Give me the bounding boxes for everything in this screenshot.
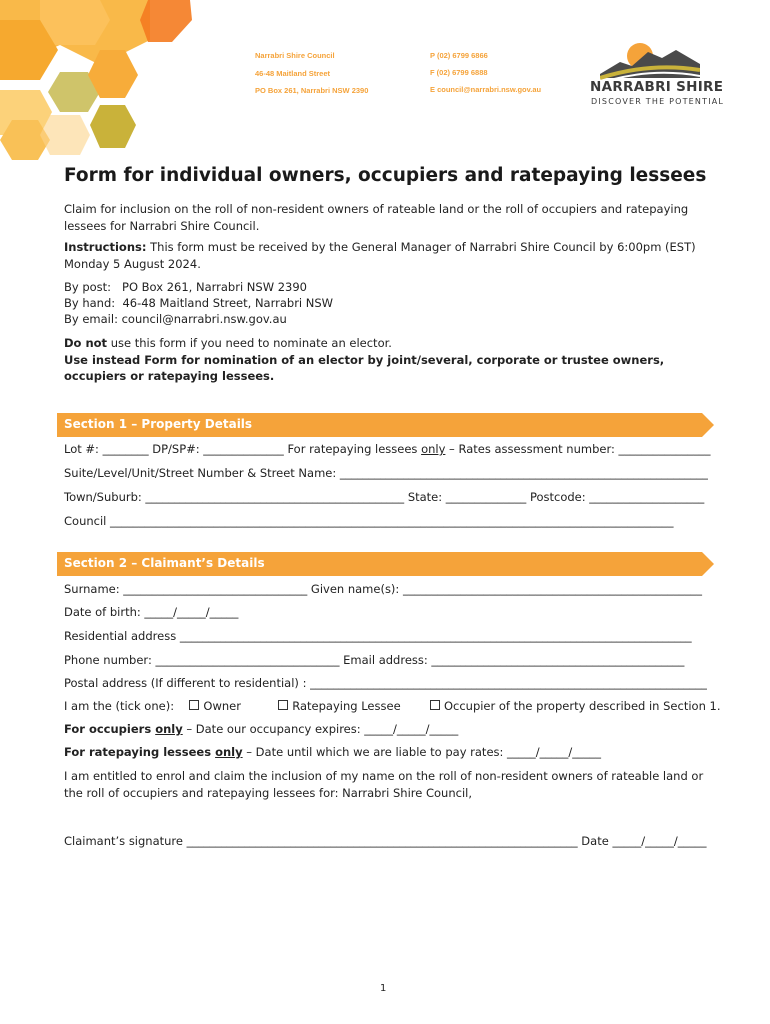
- logo-wordmark: NARRABRI SHIRE: [590, 79, 724, 95]
- lessee-checkbox[interactable]: [278, 700, 288, 710]
- date-of-birth-field[interactable]: Date of birth: _____/_____/_____: [64, 605, 239, 619]
- council-email: E council@narrabri.nsw.gov.au: [430, 85, 542, 94]
- owner-label: Owner: [203, 699, 241, 713]
- council-phone: P (02) 6799 6866: [430, 51, 488, 60]
- rates-number-text: – Rates assessment number: ________________: [445, 442, 711, 456]
- hexagon-decoration: [0, 0, 200, 160]
- occupiers-bold: For occupiers: [64, 722, 156, 736]
- owner-checkbox[interactable]: [189, 700, 199, 710]
- occupiers-rest: – Date our occupancy expires: _____/_____/_____: [182, 722, 459, 736]
- warning-rest: use this form if you need to nominate an elector.: [107, 336, 392, 350]
- warning-text: [64, 335, 714, 385]
- section2-title: Section 2 – Claimant’s Details: [64, 556, 265, 570]
- delivery-post: By post: PO Box 261, Narrabri NSW 2390: [64, 280, 307, 294]
- occupier-checkbox[interactable]: [430, 700, 440, 710]
- town-state-postcode-field[interactable]: Town/Suburb: _____________________________________________ State: ______________ Postcode: ____________________: [64, 490, 705, 504]
- delivery-hand: By hand: 46-48 Maitland Street, Narrabri NSW: [64, 296, 334, 310]
- intro-text: Claim for inclusion on the roll of non-resident owners of rateable land or the roll of occupiers and ratepaying lessees for Narrabri Shire Council.: [64, 202, 689, 233]
- signature-date-field[interactable]: Claimant’s signature ____________________________________________________________________ Date _____/_____/_____: [64, 834, 707, 848]
- lessees-rest: – Date until which we are liable to pay rates: _____/_____/_____: [242, 745, 602, 759]
- occupier-label: Occupier of the property described in Section 1.: [443, 699, 721, 713]
- lessees-bold: For ratepaying lessees: [64, 745, 216, 759]
- section2-header: [57, 552, 714, 576]
- tick-one-label: I am the (tick one):: [64, 699, 175, 713]
- delivery-email: By email: council@narrabri.nsw.gov.au: [64, 312, 287, 326]
- narrabri-logo-icon: [600, 38, 700, 80]
- lessees-only: only: [215, 745, 243, 759]
- lot-only-text: only: [421, 442, 446, 456]
- council-name: Narrabri Shire Council: [255, 51, 335, 60]
- page-title: Form for individual owners, occupiers and ratepaying lessees: [64, 165, 707, 186]
- claimant-type-row: [64, 699, 720, 713]
- page-number: 1: [380, 983, 387, 994]
- instructions: [64, 239, 704, 272]
- section1-title: Section 1 – Property Details: [64, 417, 253, 431]
- lot-dp-text: Lot #: ________ DP/SP#: ______________ For ratepaying lessees: [64, 442, 422, 456]
- street-address-field[interactable]: Suite/Level/Unit/Street Number & Street Name: ________________________________________________________________: [64, 466, 708, 480]
- residential-address-field[interactable]: Residential address _________________________________________________________________________________________: [64, 629, 692, 643]
- phone-email-field[interactable]: Phone number: ________________________________ Email address: ____________________________________________: [64, 653, 685, 667]
- council-fax: F (02) 6799 6888: [430, 68, 488, 77]
- section1-header: [57, 413, 714, 437]
- rates-liability-field[interactable]: [64, 745, 601, 759]
- council-field[interactable]: Council __________________________________________________________________________________________________: [64, 514, 674, 528]
- logo-tagline: DISCOVER THE POTENTIAL: [591, 97, 725, 106]
- occupiers-only: only: [155, 722, 183, 736]
- declaration-text: I am entitled to enrol and claim the inclusion of my name on the roll of non-resident owners of rateable land or the roll of occupiers and ratepaying lessees for: Narrabri Shire Council,: [64, 769, 704, 800]
- lessee-label: Ratepaying Lessee: [292, 699, 401, 713]
- council-street: 46-48 Maitland Street: [255, 69, 331, 78]
- warning-line2: Use instead Form for nomination of an elector by joint/several, corporate or trustee owners, occupiers or ratepaying lessees.: [64, 352, 665, 383]
- surname-given-name-field[interactable]: Surname: ________________________________ Given name(s): ____________________________________________________: [64, 582, 702, 596]
- postal-address-field[interactable]: Postal address (If different to residential) : _____________________________________________________________________: [64, 676, 707, 690]
- warning-bold: Do not: [64, 336, 108, 350]
- council-po-box: PO Box 261, Narrabri NSW 2390: [255, 86, 369, 95]
- occupancy-expiry-field[interactable]: [64, 722, 458, 736]
- instructions-label: Instructions:: [64, 240, 147, 254]
- lot-dp-field[interactable]: [64, 442, 711, 456]
- instructions-text: This form must be received by the General Manager of Narrabri Shire Council by 6:00pm (EST) Monday 5 August 2024.: [64, 240, 696, 271]
